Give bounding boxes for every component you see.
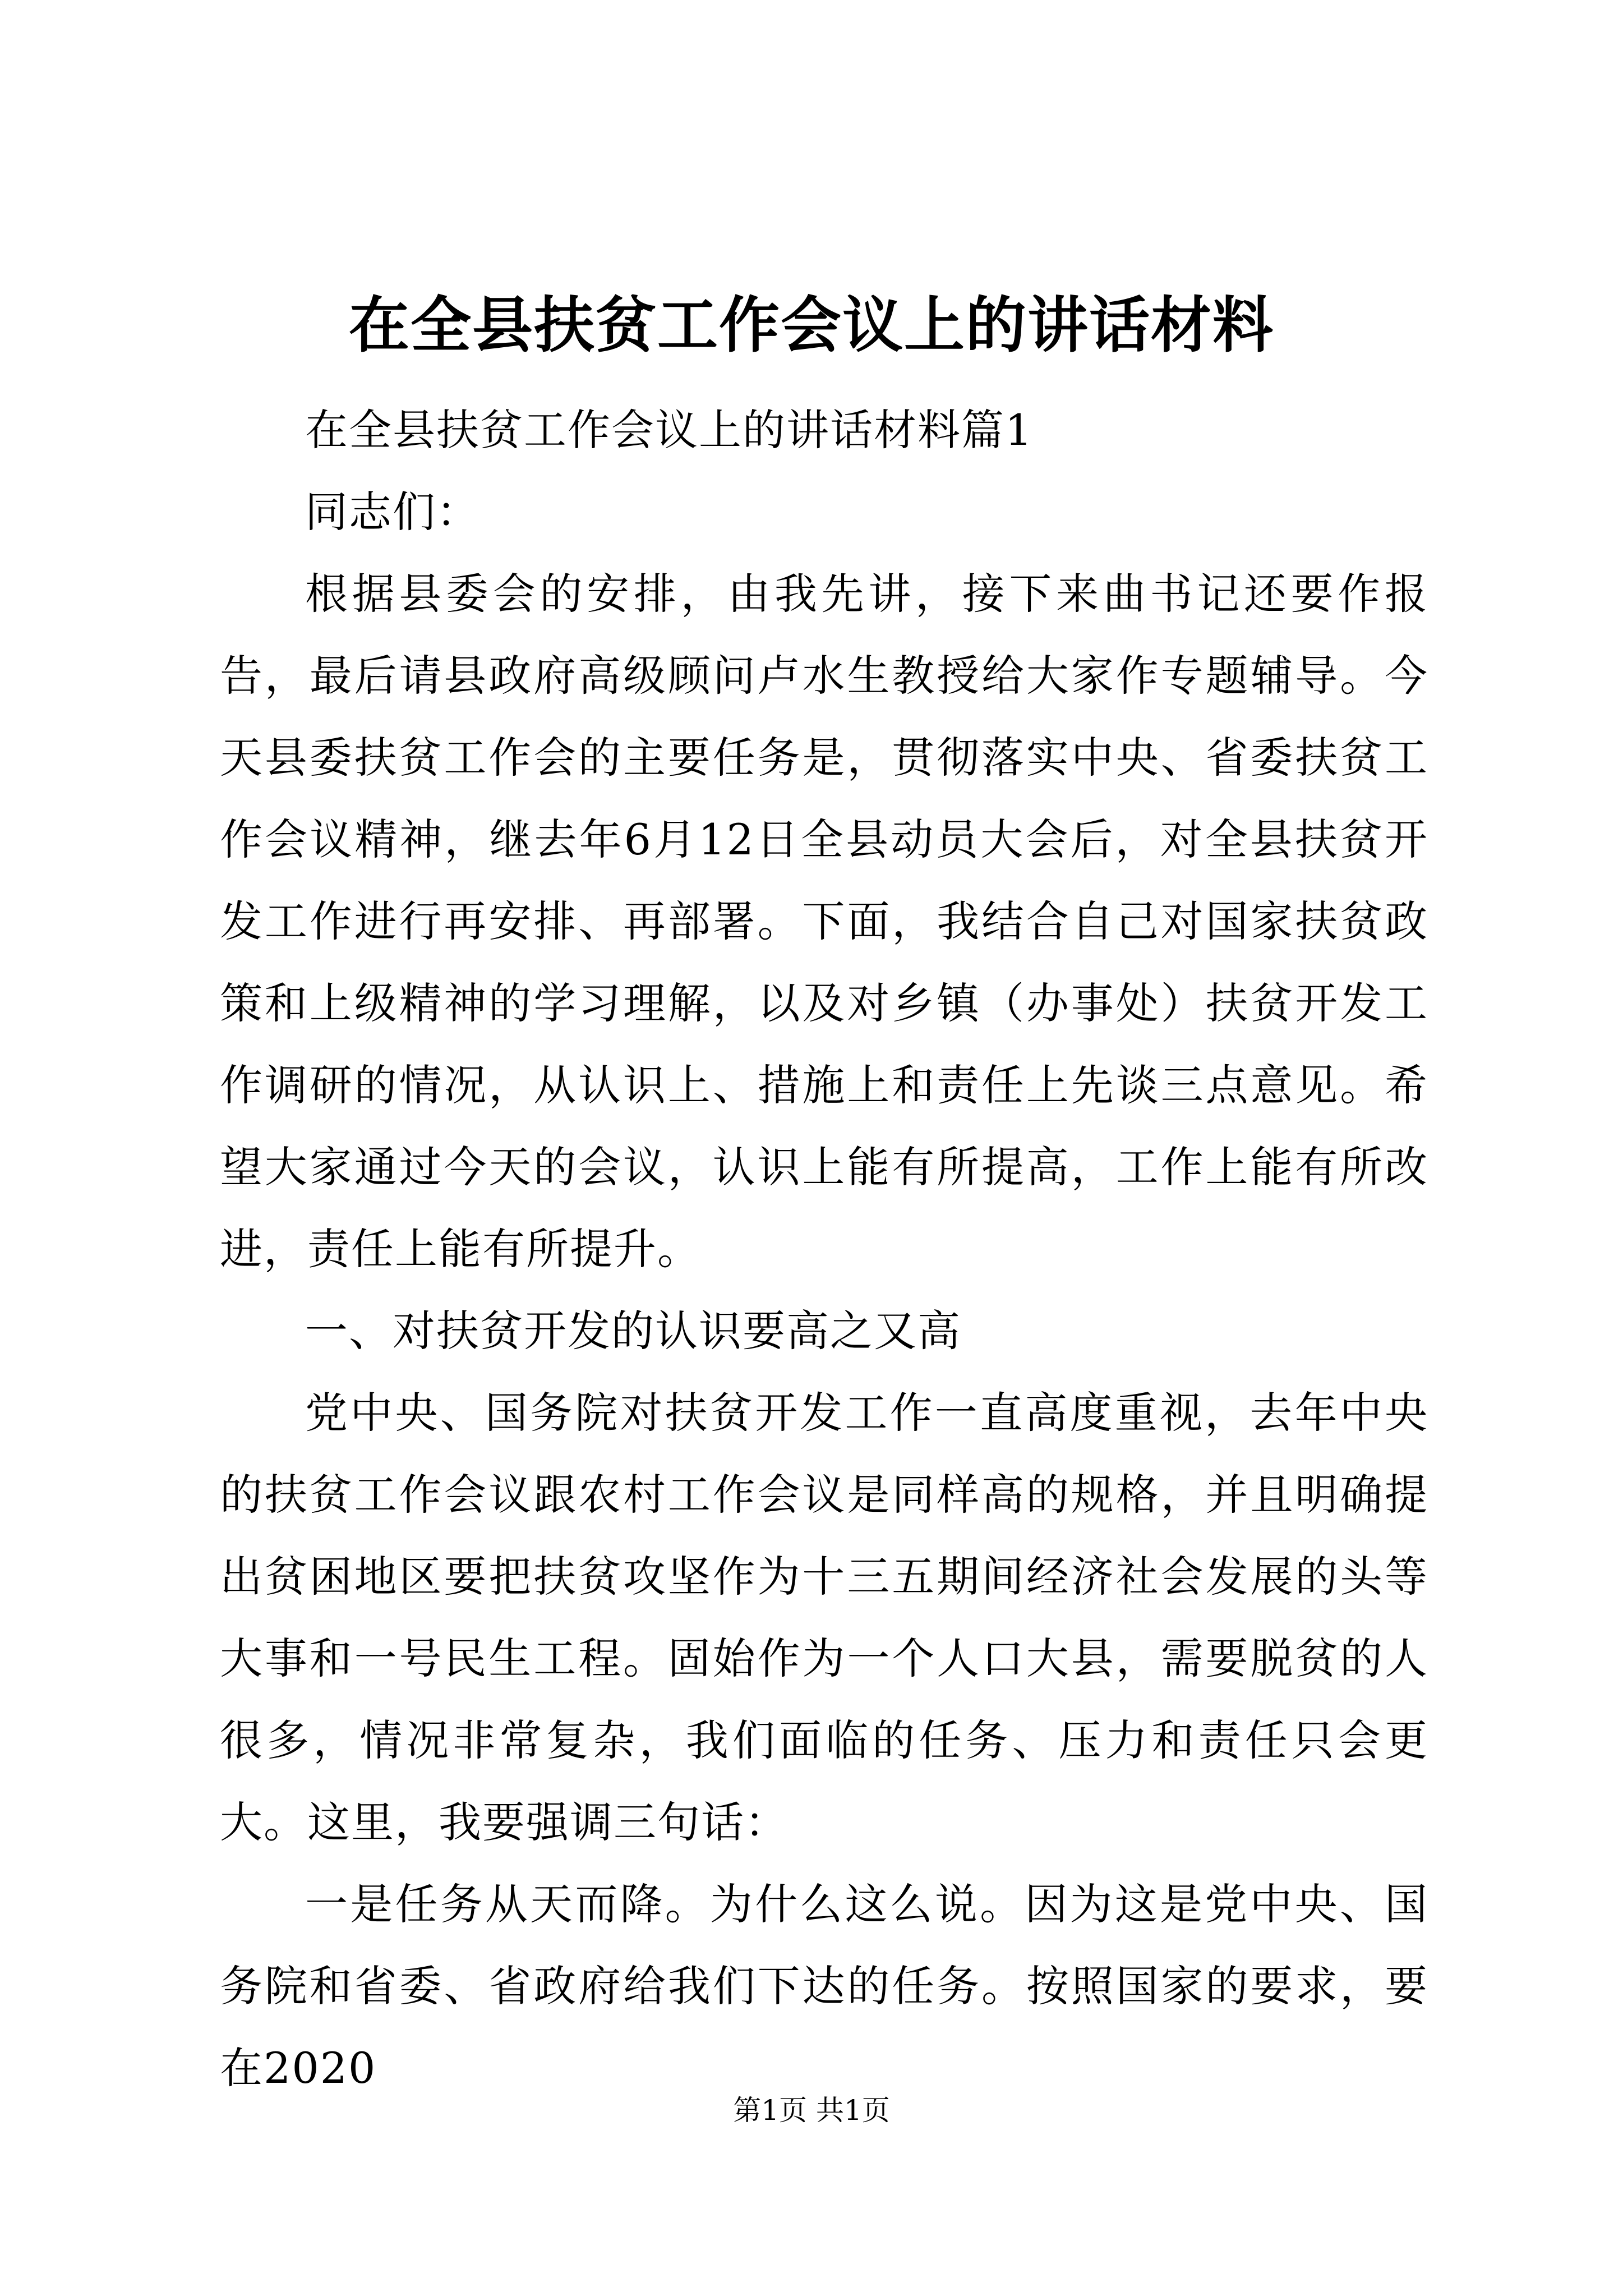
section-heading: 在全县扶贫工作会议上的讲话材料篇1 [305,405,1034,455]
page-footer: 第1页 共1页 [733,2094,890,2127]
body-paragraph: 根据县委会的安排，由我先讲，接下来曲书记还要作报告，最后请县政府高级顾问卢水生教授给大家作专题辅导。今天县委扶贫工作会的主要任务是，贯彻落实中央、省委扶贫工作会议精神，继去年6月12日全县动员大会后，对全县扶贫开发工作进行再安排、再部署。下面，我结合自己对国家扶贫政策和上级精神的学习理解，以及对乡镇（办事处）扶贫开发工作调研的情况，从认识上、措施上和责任上先谈三点意见。希望大家通过今天的会议，认识上能有所提高，工作上能有所改进，责任上能有所提升。 [220,569,1428,1274]
section-heading: 一、对扶贫开发的认识要高之又高 [305,1306,961,1356]
body-paragraph: 党中央、国务院对扶贫开发工作一直高度重视，去年中央的扶贫工作会议跟农村工作会议是同样高的规格，并且明确提出贫困地区要把扶贫攻坚作为十三五期间经济社会发展的头等大事和一号民生工程。固始作为一个人口大县，需要脱贫的人很多，情况非常复杂，我们面临的任务、压力和责任只会更大。这里，我要强调三句话： [220,1388,1428,1847]
salutation: 同志们： [305,487,480,537]
body-paragraph: 一是任务从天而降。为什么这么说。因为这是党中央、国务院和省委、省政府给我们下达的任务。按照国家的要求，要在2020 [220,1879,1428,2093]
document-title: 在全县扶贫工作会议上的讲话材料 [348,290,1274,361]
document-body [220,389,1428,2109]
